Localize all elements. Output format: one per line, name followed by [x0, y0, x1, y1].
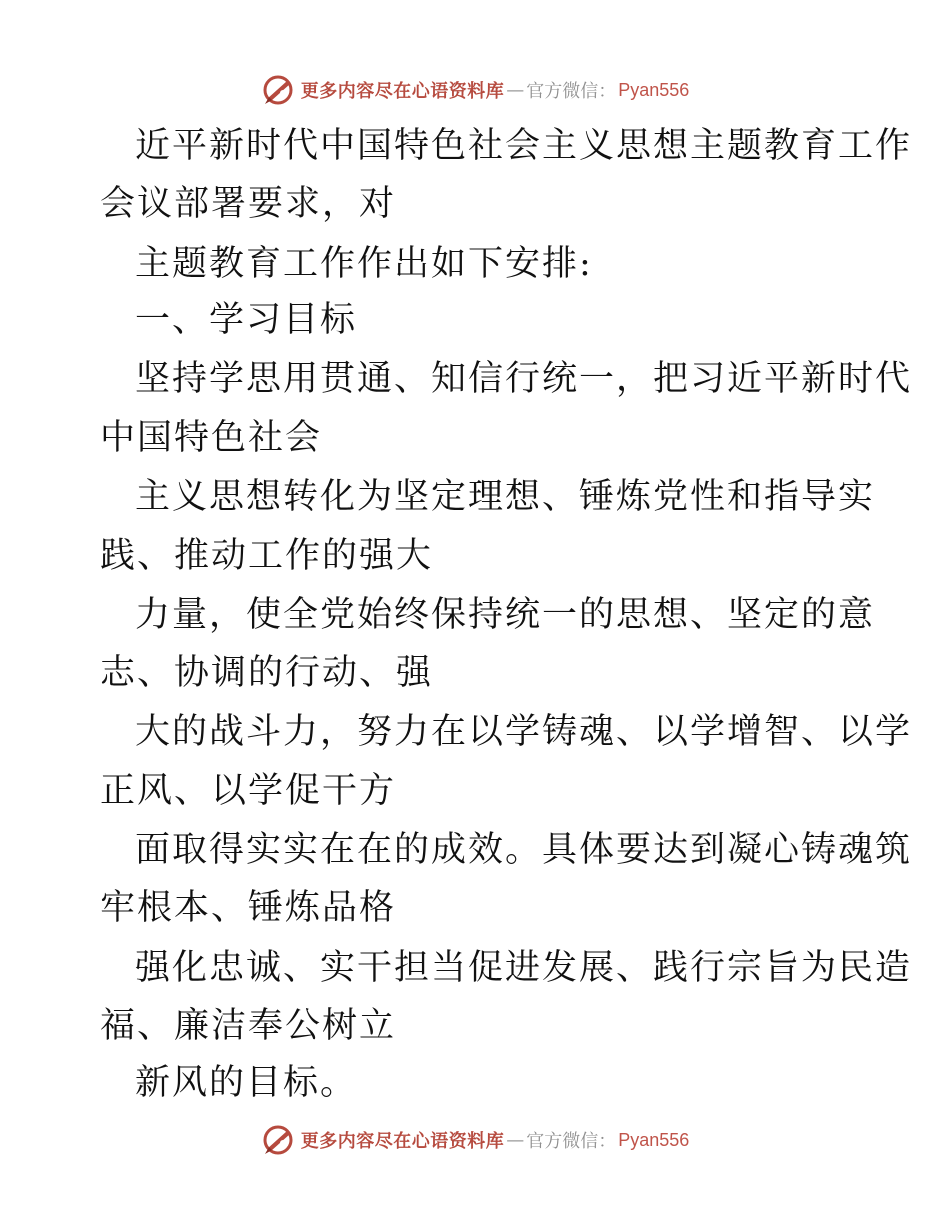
header-wechat-label: 官方微信：: [526, 81, 617, 102]
footer-wechat-id: Pyan556: [618, 1129, 690, 1150]
body-line: 正风、以学促干方: [100, 771, 397, 811]
body-line: 主题教育工作作出如下安排:: [135, 244, 593, 284]
header-wechat-id: Pyan556: [618, 79, 690, 100]
footer-wechat-label: 官方微信：: [526, 1131, 617, 1152]
footer-separator: —: [506, 1129, 525, 1151]
footer-brand-text: 更多内容尽在心语资料库: [300, 1131, 505, 1152]
header-separator: —: [506, 79, 525, 101]
quill-pen-logo-icon: [261, 1123, 295, 1157]
body-line: 践、推动工作的强大: [100, 536, 434, 576]
footer-banner: [0, 1120, 950, 1160]
body-line: 新风的目标。: [135, 1063, 358, 1103]
body-line: 近平新时代中国特色社会主义思想主题教育工作: [135, 126, 913, 166]
body-line: 中国特色社会: [100, 418, 323, 458]
body-line: 面取得实实在在的成效。具体要达到凝心铸魂筑: [135, 830, 913, 870]
body-line: 强化忠诚、实干担当促进发展、践行宗旨为民造: [135, 948, 913, 988]
body-line: 大的战斗力，努力在以学铸魂、以学增智、以学: [135, 712, 913, 752]
body-line: 牢根本、锤炼品格: [100, 888, 397, 928]
body-line: 力量，使全党始终保持统一的思想、坚定的意: [135, 595, 876, 635]
header-brand-text: 更多内容尽在心语资料库: [300, 81, 505, 102]
body-line: 志、协调的行动、强: [100, 653, 434, 693]
body-line: 坚持学思用贯通、知信行统一，把习近平新时代: [135, 359, 913, 399]
section-heading: 一、学习目标: [135, 300, 358, 340]
body-line: 福、廉洁奉公树立: [100, 1006, 397, 1046]
body-line: 主义思想转化为坚定理想、锤炼党性和指导实: [135, 477, 876, 517]
body-line: 会议部署要求，对: [100, 184, 397, 224]
